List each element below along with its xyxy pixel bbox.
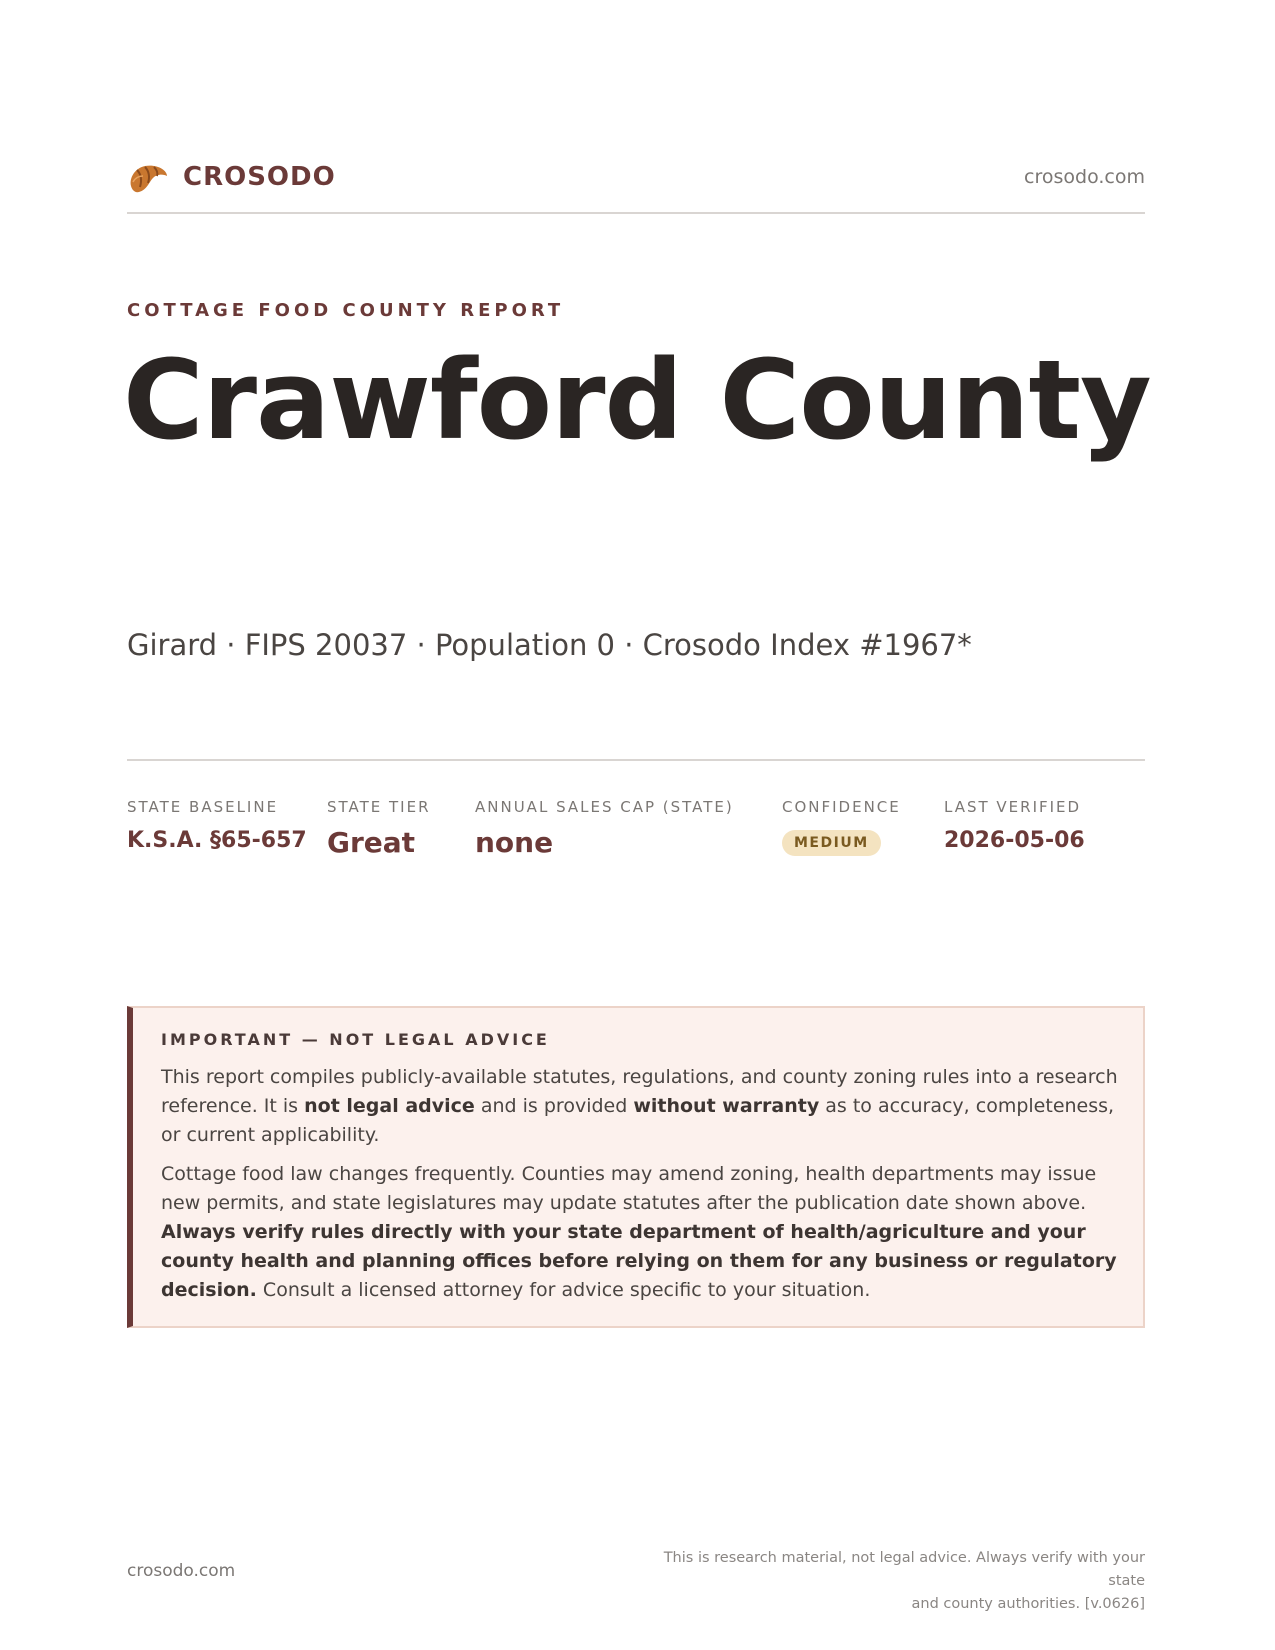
notice-emphasis: not legal advice bbox=[304, 1095, 475, 1117]
stat-label: STATE BASELINE bbox=[127, 798, 279, 816]
notice-title: IMPORTANT — NOT LEGAL ADVICE bbox=[161, 1030, 550, 1049]
stat-state-baseline bbox=[127, 798, 307, 853]
legal-notice bbox=[127, 1006, 1145, 1328]
report-page bbox=[123, 0, 1151, 1650]
notice-text: Cottage food law changes frequently. Counties may amend zoning, health departments may issue new permits, and state legislatures may update statutes after the publication date shown above. bbox=[161, 1163, 1097, 1214]
croissant-icon bbox=[127, 160, 169, 196]
stat-value: 2026-05-06 bbox=[944, 828, 1085, 853]
section-divider bbox=[127, 759, 1145, 761]
stat-value: none bbox=[475, 826, 554, 859]
notice-text: Consult a licensed attorney for advice specific to your situation. bbox=[256, 1279, 871, 1301]
header-url[interactable]: crosodo.com bbox=[1024, 166, 1145, 188]
footer-url[interactable]: crosodo.com bbox=[127, 1561, 236, 1581]
stat-confidence bbox=[782, 798, 901, 856]
stat-last-verified bbox=[944, 798, 1085, 853]
footer-disclaimer bbox=[625, 1547, 1145, 1616]
stat-label: STATE TIER bbox=[327, 798, 431, 816]
brand-name: CROSODO bbox=[183, 162, 336, 192]
notice-text: and is provided bbox=[474, 1095, 634, 1117]
stat-label: LAST VERIFIED bbox=[944, 798, 1082, 816]
stat-label: ANNUAL SALES CAP (STATE) bbox=[475, 798, 734, 816]
status-badge: MEDIUM bbox=[782, 830, 881, 856]
stat-value: Great bbox=[327, 826, 416, 859]
notice-emphasis: Always verify rules directly with your state department of health/agriculture and your county health and planning offices before relying on them for any business or regulatory decision. bbox=[161, 1221, 1117, 1301]
report-eyebrow: COTTAGE FOOD COUNTY REPORT bbox=[127, 300, 565, 321]
notice-paragraph bbox=[161, 1063, 1119, 1150]
stat-state-tier bbox=[327, 798, 431, 859]
report-subtitle: Girard · FIPS 20037 · Population 0 · Crosodo Index #1967* bbox=[127, 628, 972, 662]
footer-line: and county authorities. [v.0626] bbox=[911, 1596, 1145, 1612]
footer-line: This is research material, not legal advice. Always verify with your state bbox=[663, 1550, 1145, 1589]
stat-value: K.S.A. §65-657 bbox=[127, 828, 307, 853]
page-header bbox=[127, 152, 1145, 214]
notice-emphasis: without warranty bbox=[633, 1095, 820, 1117]
page-title: Crawford County bbox=[123, 336, 1151, 464]
notice-paragraph bbox=[161, 1160, 1119, 1305]
notice-text: This report compiles publicly-available statutes, regulations, and county zoning rules into a research reference. It is bbox=[161, 1066, 1118, 1117]
notice-text: as to accuracy, completeness, or current applicability. bbox=[161, 1095, 1115, 1146]
stat-annual-sales-cap bbox=[475, 798, 734, 859]
stat-label: CONFIDENCE bbox=[782, 798, 901, 816]
